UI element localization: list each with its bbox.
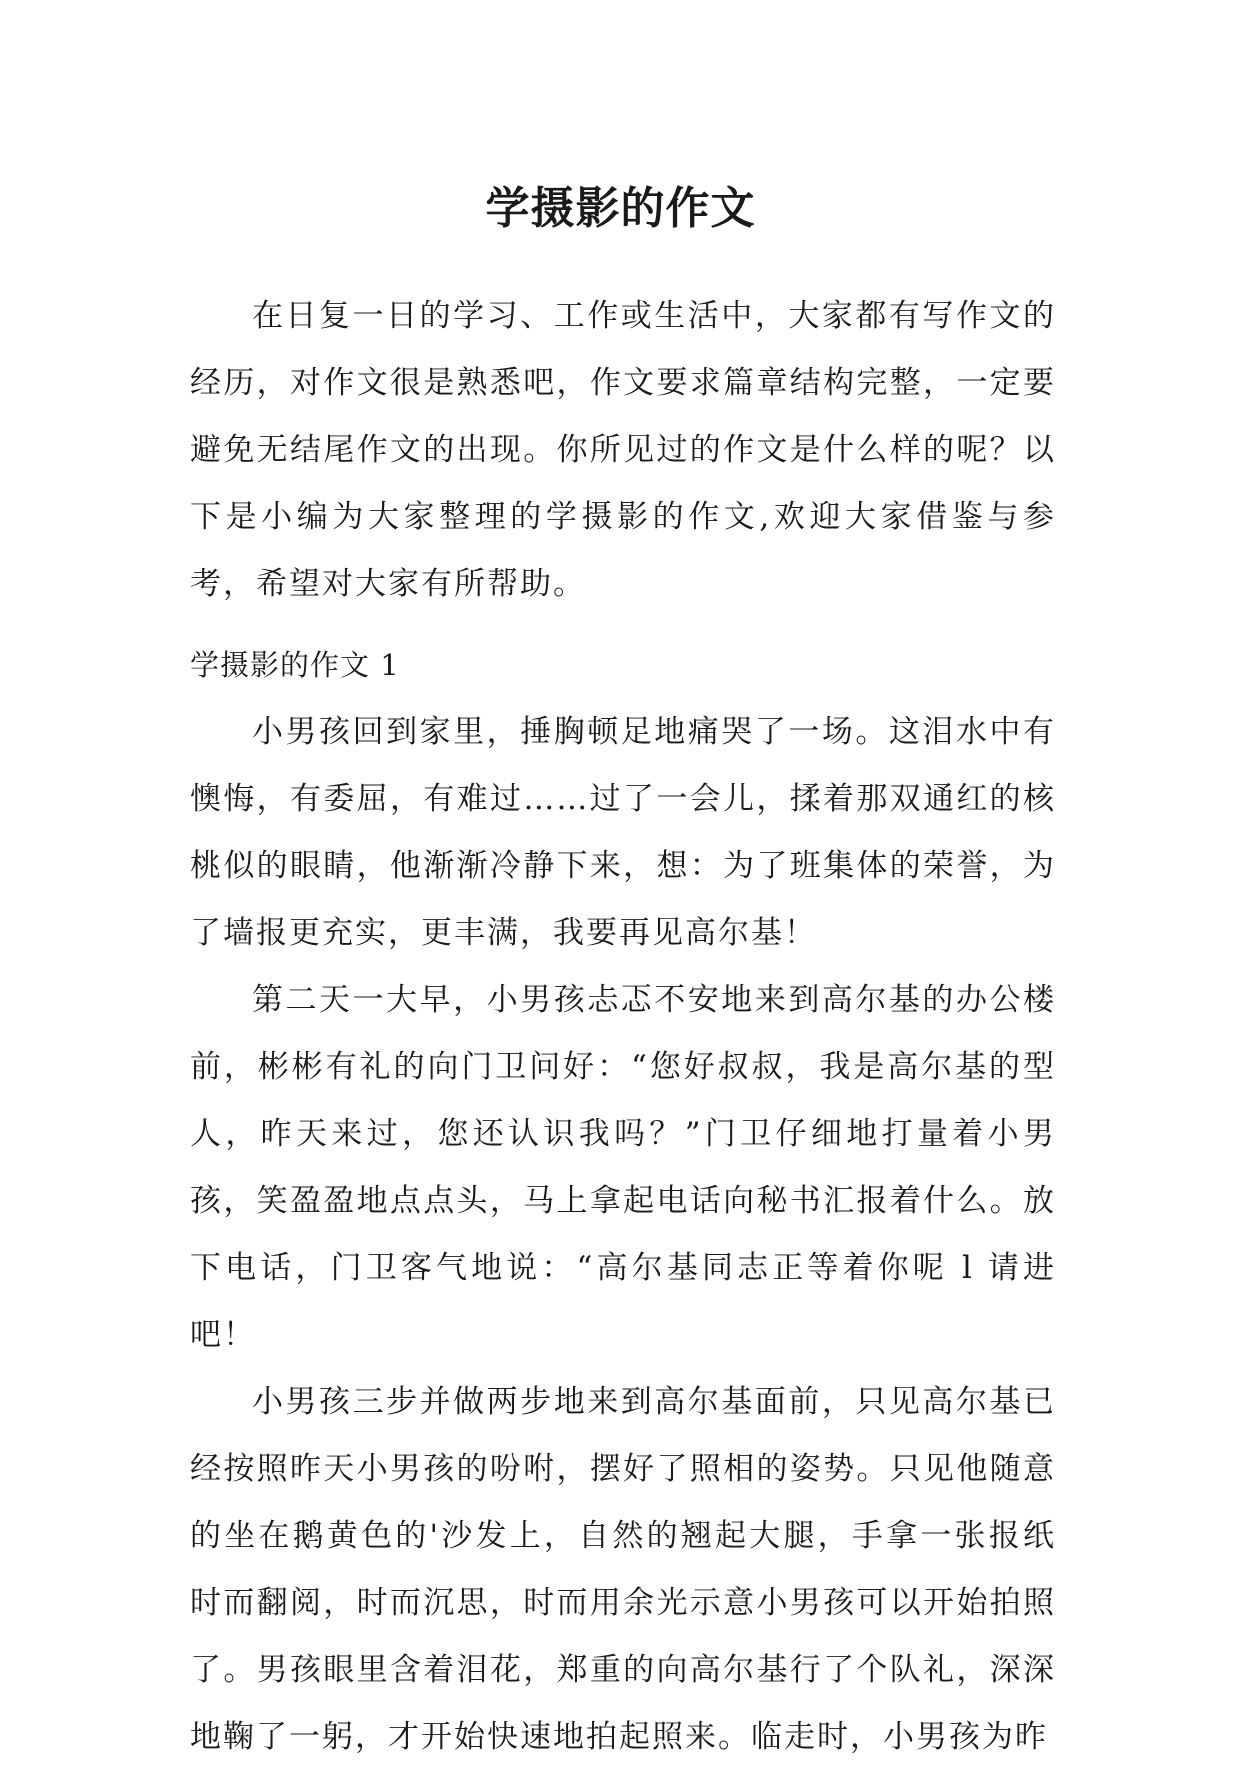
essay-paragraph: 小男孩三步并做两步地来到高尔基面前，只见高尔基已经按照昨天小男孩的吩咐，摆好了照相的姿势。只见他随意的坐在鹅黄色的'沙发上，自然的翘起大腿，手拿一张报纸时而翻阅，时而沉思，时而用余光示意小男孩可以开始拍照了。男孩眼里含着泪花，郑重的向高尔基行了个队礼，深深地鞠了一躬，才开始快速地拍起照来。临走时，小男孩为昨 [190, 1384, 1056, 1755]
essay-section [190, 632, 1056, 1771]
essay-paragraph: 小男孩回到家里，捶胸顿足地痛哭了一场。这泪水中有懊悔，有委屈，有难过……过了一会儿，揉着那双通红的核桃似的眼睛，他渐渐冷静下来，想：为了班集体的荣誉，为了墙报更充实，更丰满，我要再见高尔基！ [190, 714, 1056, 951]
document-title: 学摄影的作文 [485, 183, 756, 235]
intro-section [190, 283, 1056, 618]
intro-paragraph: 在日复一日的学习、工作或生活中，大家都有写作文的经历，对作文很是熟悉吧，作文要求篇章结构完整，一定要避免无结尾作文的出现。你所见过的作文是什么样的呢？以下是小编为大家整理的学摄影的作文,欢迎大家借鉴与参考，希望对大家有所帮助。 [190, 298, 1056, 602]
section-heading: 学摄影的作文 1 [190, 648, 400, 682]
essay-paragraph: 第二天一大早，小男孩忐忑不安地来到高尔基的办公楼前，彬彬有礼的向门卫问好：“您好叔叔，我是高尔基的型人，昨天来过，您还认识我吗？”门卫仔细地打量着小男孩，笑盈盈地点点头，马上拿起电话向秘书汇报着什么。放下电话，门卫客气地说：“高尔基同志正等着你呢 l 请进吧！ [190, 982, 1056, 1353]
